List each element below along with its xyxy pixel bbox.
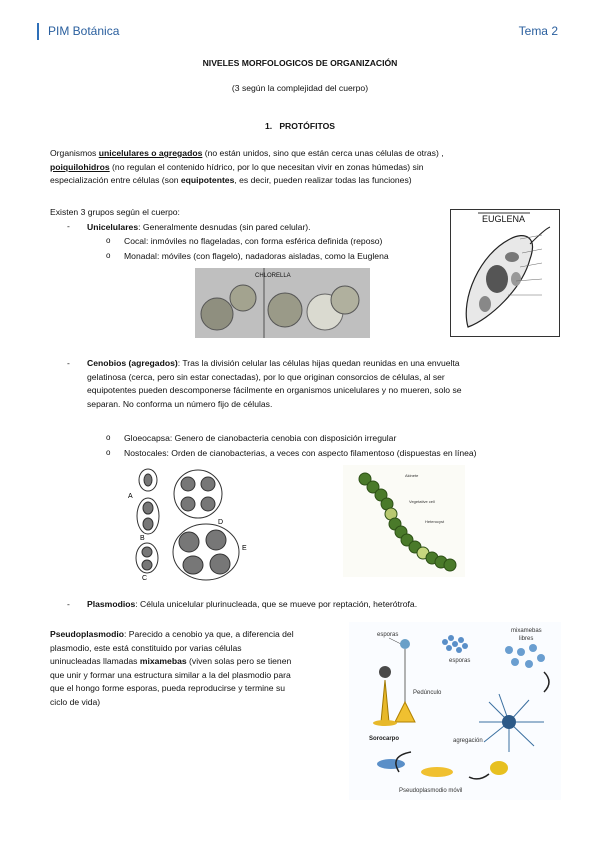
term-pseudoplasmodio: Pseudoplasmodio — [50, 629, 125, 639]
item-text: ciclo de vida) — [50, 696, 101, 707]
cycle-libres-label: libres — [519, 636, 534, 642]
page-subtitle: (3 según la complejidad del cuerpo) — [231, 83, 369, 93]
intro-text: (no regulan el contenido hídrico, por lo que necesitan vivir en zonas húmedas) sin — [109, 161, 424, 172]
nostoc-micrograph — [343, 465, 465, 577]
bullet-dash: - — [67, 599, 70, 609]
item-text: separan. No conforma un número fijo de células. — [87, 398, 273, 409]
intro-paragraph — [50, 147, 560, 188]
item-plasmodios — [87, 598, 417, 612]
item-text: (viven solas pero se tienen — [186, 656, 292, 667]
item-text: que unir y formar una estructura similar a la del plasmodio para — [50, 669, 291, 680]
item-text: gelatinosa (cerca, pero sin estar conectadas), por lo que originan consorcios de células, al ser — [87, 371, 445, 382]
nostoc-vegetative-label: Vegetative cell — [409, 499, 435, 504]
term-plasmodios: Plasmodios — [87, 599, 136, 609]
item-text: que el hongo forme esporas, pueda reproducirse y termine su — [50, 683, 286, 694]
sub-item-monadal: Monadal: móviles (con flagelo), nadadoras aisladas, como la Euglena — [124, 251, 389, 261]
cycle-peduncle-label: Pedúnculo — [413, 690, 442, 696]
cycle-esporas2-label: esporas — [449, 658, 471, 664]
bullet-circle: o — [106, 236, 111, 245]
intro-text: especialización entre células (son — [50, 175, 181, 186]
gloeocapsa-drawing — [126, 468, 252, 582]
term-mixamebas: mixamebas — [139, 656, 187, 667]
term-cenobios: Cenobios (agregados) — [87, 358, 178, 368]
cycle-mixamebas-label: mixamebas — [511, 628, 542, 634]
item-text: : Tras la división celular las células hijas quedan reunidas en una envuelta — [177, 358, 460, 368]
nostoc-heterocyst-label: Heterocyst — [425, 519, 445, 524]
item-text: : Célula unicelular plurinucleada, que se mueve por reptación, heterótrofa. — [135, 599, 418, 609]
sub-item-cocal: Cocal: inmóviles no flageladas, con forma esférica definida (reposo) — [124, 236, 383, 246]
euglena-figure — [450, 209, 560, 337]
bullet-circle: o — [106, 433, 111, 442]
item-text: : Generalmente desnudas (sin pared celular). — [138, 222, 311, 232]
item-text: : Parecido a cenobio ya que, a diferencia del — [124, 629, 294, 639]
term-equipotentes: equipotentes — [180, 175, 235, 186]
header-topic: Tema 2 — [518, 24, 558, 38]
chlorella-micrograph — [195, 268, 370, 338]
intro-text: , es decir, pueden realizar todas las funciones) — [234, 175, 412, 186]
term-poiquilohidros: poiquilohidros — [50, 161, 110, 172]
bullet-circle: o — [106, 448, 111, 457]
term-unicelulares: Unicelulares — [87, 222, 139, 232]
fig-letter-a: A — [128, 493, 133, 500]
chlorella-label: CHLORELLA — [255, 273, 291, 279]
cycle-pseudoplasmodio-label: Pseudoplasmodio móvil — [399, 788, 463, 794]
item-cenobios — [87, 357, 557, 411]
bullet-dash: - — [67, 221, 70, 231]
section-number: 1. — [264, 121, 273, 131]
header-course: PIM Botánica — [48, 24, 120, 38]
sub-item-gloeocapsa: Gloeocapsa: Genero de cianobacteria cenobia con disposición irregular — [124, 433, 397, 443]
intro-text: (no están unidos, sino que están cerca unas células de otras) , — [202, 148, 444, 158]
slime-mold-cycle-diagram — [349, 622, 561, 800]
groups-intro: Existen 3 grupos según el cuerpo: — [50, 207, 180, 217]
fig-letter-c: C — [142, 575, 148, 582]
item-text: plasmodio, este está constituido por varias células — [50, 642, 242, 653]
header-accent-bar — [37, 23, 39, 40]
intro-text: Organismos — [50, 148, 99, 158]
bullet-dash: - — [67, 358, 70, 368]
bullet-circle: o — [106, 251, 111, 260]
cycle-agregacion-label: agregación — [453, 738, 483, 744]
cycle-sorocarpo-label: Sorocarpo — [369, 736, 400, 742]
item-text: equipotentes pueden descomponerse fácilmente en organismos unicelulares y no mueren, solo se — [87, 385, 462, 396]
euglena-label: EUGLENA — [482, 214, 526, 224]
fig-letter-d: D — [218, 519, 224, 526]
section-title: PROTÓFITOS — [279, 121, 336, 131]
pseudoplasmodio-paragraph — [50, 628, 342, 710]
cycle-esporas-label: esporas — [377, 632, 399, 638]
fig-letter-b: B — [140, 535, 145, 542]
item-unicelulares — [87, 221, 311, 235]
section-heading — [0, 121, 600, 131]
item-text: uninucleadas llamadas — [50, 656, 140, 667]
sub-item-nostocales: Nostocales: Orden de cianobacterias, a veces con aspecto filamentoso (dispuestas en línea) — [124, 448, 477, 458]
nostoc-akinete-label: Akinete — [405, 473, 419, 478]
fig-letter-e: E — [242, 545, 247, 552]
page-title: NIVELES MORFOLOGICOS DE ORGANIZACIÓN — [202, 58, 398, 68]
term-unicelulares-agregados: unicelulares o agregados — [98, 148, 203, 158]
